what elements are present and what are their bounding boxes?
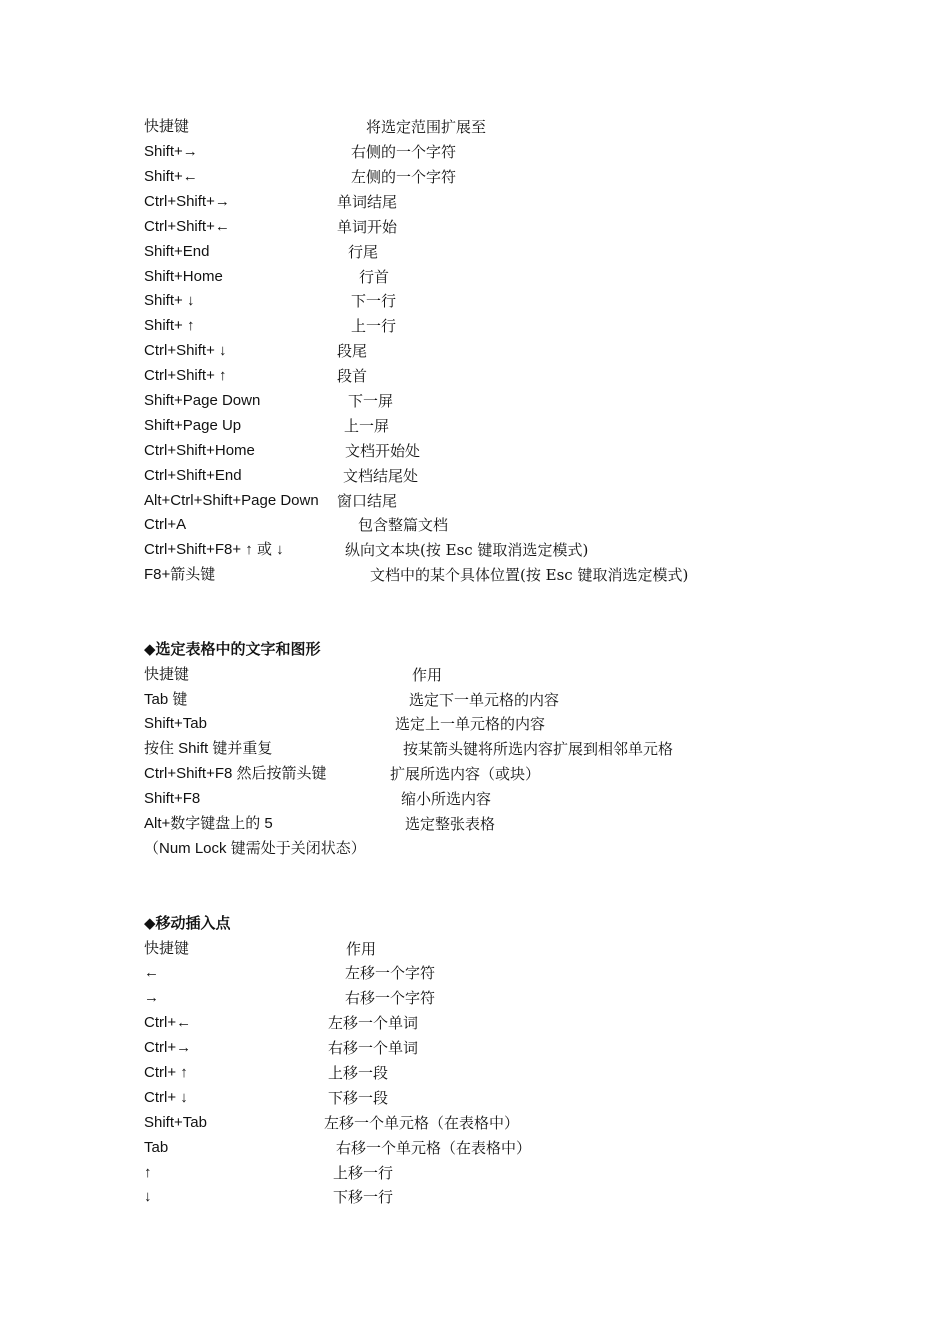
shortcut-description: 文档开始处 [345,442,421,460]
shortcut-key: 快捷键 [144,940,190,957]
shortcut-key: 按住 Shift 键并重复 [144,740,273,757]
shortcut-key: Shift+Tab [144,1114,207,1131]
shortcut-description: 将选定范围扩展至 [366,118,487,136]
shortcut-description: 扩展所选内容（或块） [390,765,541,783]
shortcut-description: 单词开始 [337,218,398,236]
shortcut-description: 左移一个字符 [345,964,436,982]
shortcut-key: Tab [144,1139,169,1156]
shortcut-description: 作用 [412,666,443,684]
shortcut-key: Shift+← [144,168,198,185]
shortcut-description: 左移一个单元格（在表格中） [324,1114,520,1132]
shortcut-description: 下移一段 [328,1089,389,1107]
shortcut-key: Ctrl+Shift+F8+ ↑ 或 ↓ [144,541,284,558]
shortcut-description: 选定整张表格 [405,815,496,833]
shortcut-key: Shift+→ [144,143,198,160]
shortcut-key: Ctrl+→ [144,1039,192,1056]
shortcut-description: 上一屏 [344,417,390,435]
shortcut-description: 文档结尾处 [343,467,419,485]
shortcut-description: 包含整篇文档 [358,516,449,534]
shortcut-key: Tab 键 [144,691,188,708]
shortcut-description: 段首 [337,367,368,385]
shortcut-key: Shift+ ↑ [144,317,195,334]
shortcut-key: Alt+数字键盘上的 5 [144,815,273,832]
shortcut-description: 缩小所选内容 [401,790,492,808]
shortcut-key: Shift+Page Up [144,417,242,434]
shortcut-key: → [144,989,159,1006]
shortcut-description: 上移一段 [328,1064,389,1082]
section-heading-table-selection: ◆选定表格中的文字和图形 [144,641,321,658]
shortcut-description: 左侧的一个字符 [351,168,457,186]
shortcut-key: Shift+End [144,243,210,260]
shortcut-key: Shift+Tab [144,715,207,732]
section-heading-move-insertion-point: ◆移动插入点 [144,915,231,932]
shortcut-description: 行尾 [348,243,379,261]
shortcut-key: 快捷键 [144,118,190,135]
shortcut-key: Shift+ ↓ [144,292,195,309]
shortcut-description: 上一行 [351,317,397,335]
shortcut-description: 下一屏 [348,392,394,410]
shortcut-key: Ctrl+Shift+ ↑ [144,367,227,384]
shortcut-key: Shift+F8 [144,790,201,807]
shortcut-description: 右移一个单元格（在表格中） [336,1139,532,1157]
shortcut-note: （Num Lock 键需处于关闭状态） [144,840,366,857]
shortcut-key: Ctrl+ ↓ [144,1089,188,1106]
shortcut-key: Ctrl+Shift+→ [144,193,230,210]
shortcut-description: 按某箭头键将所选内容扩展到相邻单元格 [403,740,674,758]
shortcut-description: 段尾 [337,342,368,360]
shortcut-description: 上移一行 [333,1164,394,1182]
shortcut-key: Shift+Home [144,268,223,285]
shortcut-key: ↓ [144,1188,152,1205]
shortcut-key: Ctrl+Shift+← [144,218,230,235]
shortcut-description: 左移一个单词 [328,1014,419,1032]
shortcut-key: ↑ [144,1164,152,1181]
shortcut-key: Ctrl+← [144,1014,192,1031]
shortcut-key: Ctrl+ ↑ [144,1064,188,1081]
shortcut-description: 选定下一单元格的内容 [409,691,560,709]
shortcut-key: Shift+Page Down [144,392,261,409]
shortcut-description: 右移一个单词 [328,1039,419,1057]
shortcut-description: 作用 [346,940,377,958]
shortcut-description: 下移一行 [333,1188,394,1206]
shortcut-description: 下一行 [351,292,397,310]
shortcut-key: ← [144,964,159,981]
shortcut-description: 窗口结尾 [337,492,398,510]
shortcut-key: F8+箭头键 [144,566,216,583]
shortcut-key: Ctrl+A [144,516,187,533]
shortcut-key: Ctrl+Shift+End [144,467,242,484]
shortcut-description: 纵向文本块(按 Esc 键取消选定模式) [345,541,589,559]
shortcut-key: Ctrl+Shift+Home [144,442,255,459]
shortcut-description: 文档中的某个具体位置(按 Esc 键取消选定模式) [370,566,689,584]
shortcut-key: Ctrl+Shift+F8 然后按箭头键 [144,765,327,782]
shortcut-key: Ctrl+Shift+ ↓ [144,342,227,359]
shortcut-description: 行首 [359,268,390,286]
shortcut-description: 单词结尾 [337,193,398,211]
shortcut-key: Alt+Ctrl+Shift+Page Down [144,492,319,509]
shortcut-description: 选定上一单元格的内容 [395,715,546,733]
shortcut-description: 右移一个字符 [345,989,436,1007]
shortcut-key: 快捷键 [144,666,190,683]
shortcut-description: 右侧的一个字符 [351,143,457,161]
